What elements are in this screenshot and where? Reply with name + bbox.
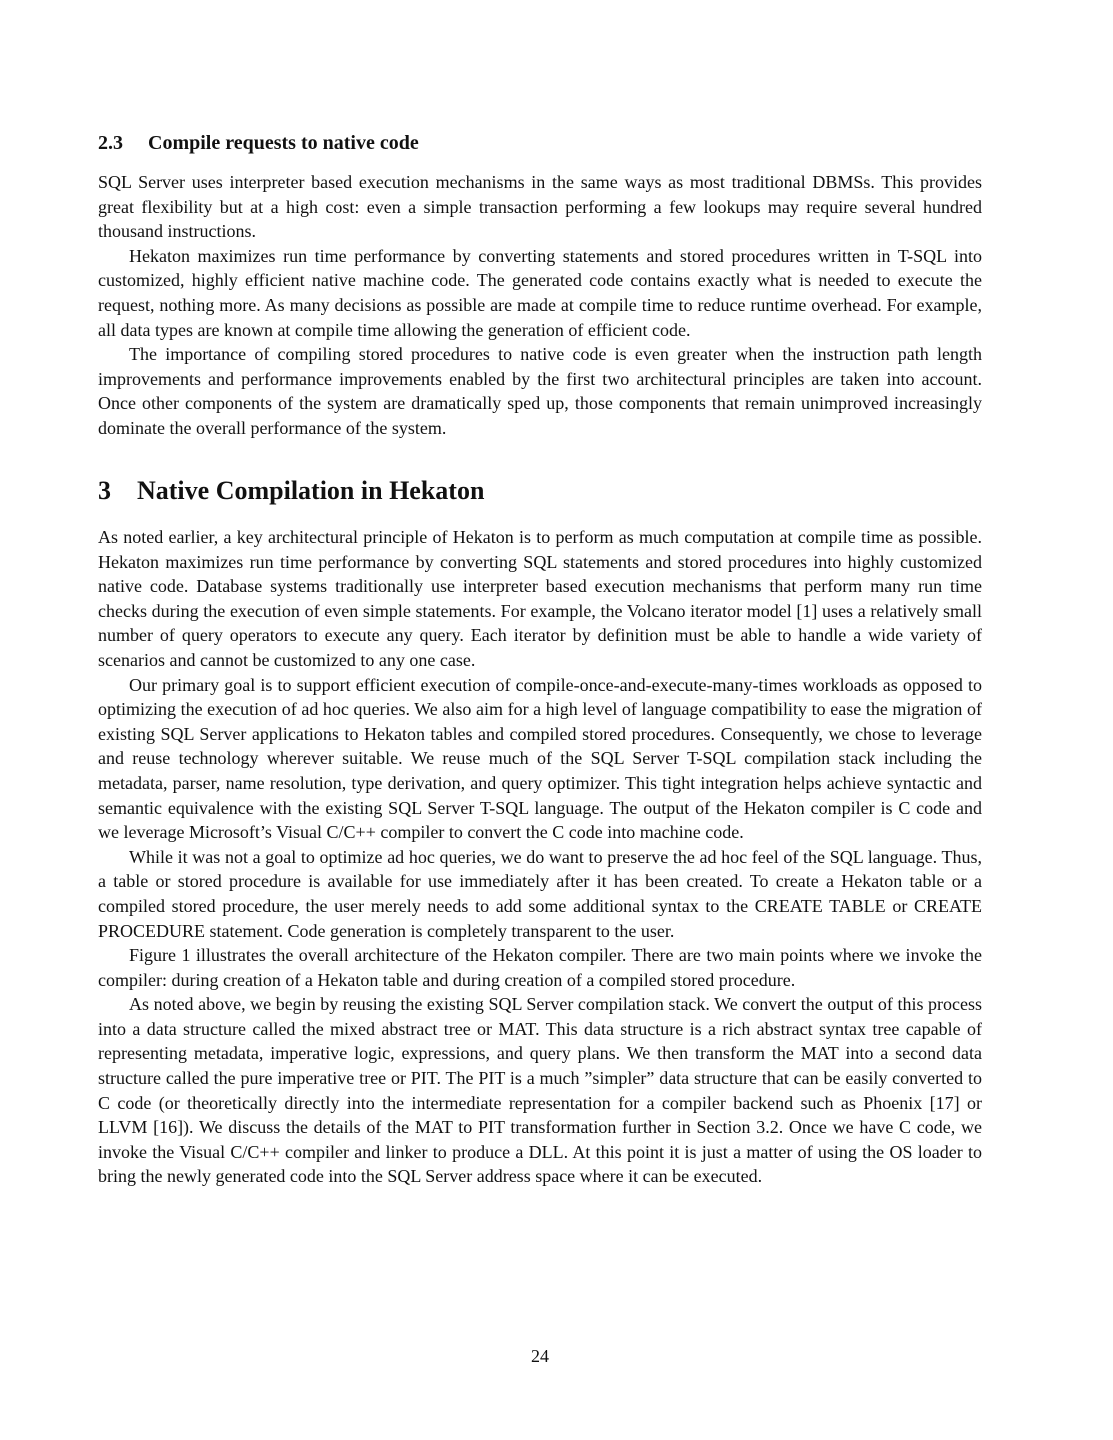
subsection-title: Compile requests to native code [148,132,419,154]
paragraph: As noted earlier, a key architectural principle of Hekaton is to perform as much computation at compile time as possible. Hekaton maximizes run time performance by converting SQL statements and stored procedures into highly customized native code. Database systems traditionally use interpreter based execution mechanisms that perform many run time checks during the execution of even simple statements. For example, the Volcano iterator model [1] uses a relatively small number of query operators to execute any query. Each iterator by definition must be able to handle a wide variety of scenarios and cannot be customized to any one case. [98,527,982,670]
paragraph: As noted above, we begin by reusing the existing SQL Server compilation stack. We convert the output of this process into a data structure called the mixed abstract tree or MAT. This data structure is a rich abstract syntax tree capable of representing metadata, imperative logic, expressions, and query plans. We then transform the MAT into a second data structure called the pure imperative tree or PIT. The PIT is a much ”simpler” data structure that can be easily converted to C code (or theoretically directly into the intermediate representation for a compiler backend such as Phoenix [17] or LLVM [16]). We discuss the details of the MAT to PIT transformation further in Section 3.2. Once we have C code, we invoke the Visual C/C++ compiler and linker to produce a DLL. At this point it is just a matter of using the OS loader to bring the newly generated code into the SQL Server address space where it can be executed. [98,994,982,1187]
subsection-number: 2.3 [98,132,123,154]
paragraph: SQL Server uses interpreter based execution mechanisms in the same ways as most traditional DBMSs. This provides great flexibility but at a high cost: even a simple transaction performing a few lookups may require several hundred thousand instructions. [98,172,982,242]
subsection-heading [98,130,419,156]
paragraph: Hekaton maximizes run time performance by converting statements and stored procedures written in T-SQL into customized, highly efficient native machine code. The generated code contains exactly what is needed to execute the request, nothing more. As many decisions as possible are made at compile time to reduce runtime overhead. For example, all data types are known at compile time allowing the generation of efficient code. [98,245,982,340]
paragraph: Our primary goal is to support efficient execution of compile-once-and-execute-many-times workloads as opposed to optimizing the execution of ad hoc queries. We also aim for a high level of language compatibility to ease the migration of existing SQL Server applications to Hekaton tables and compiled stored procedures. Consequently, we chose to leverage and reuse technology wherever suitable. We reuse much of the SQL Server T-SQL compilation stack including the metadata, parser, name resolution, type derivation, and query optimizer. This tight integration helps achieve syntactic and semantic equivalence with the existing SQL Server T-SQL language. The output of the Hekaton compiler is C code and we leverage Microsoft’s Visual C/C++ compiler to convert the C code into machine code. [98,674,982,843]
section-number: 3 [98,476,111,505]
page-number: 24 [531,1346,549,1366]
paragraph: The importance of compiling stored procedures to native code is even greater when the instruction path length improvements and performance improvements enabled by the first two architectural principles are taken into account. Once other components of the system are dramatically sped up, those components that remain unimproved increasingly dominate the overall performance of the system. [98,344,982,438]
section-heading [98,474,484,508]
section-title: Native Compilation in Hekaton [137,476,485,505]
section-3-body [98,525,982,1189]
paragraph: While it was not a goal to optimize ad hoc queries, we do want to preserve the ad hoc feel of the SQL language. Thus, a table or stored procedure is available for use immediately after it has been created. To create a Hekaton table or a compiled stored procedure, the user merely needs to add some additional syntax to the CREATE TABLE or CREATE PROCEDURE statement. Code generation is completely transparent to the user. [98,846,982,941]
paragraph: Figure 1 illustrates the overall architecture of the Hekaton compiler. There are two main points where we invoke the compiler: during creation of a Hekaton table and during creation of a compiled stored procedure. [98,945,982,990]
section-2-3-body [98,170,982,441]
